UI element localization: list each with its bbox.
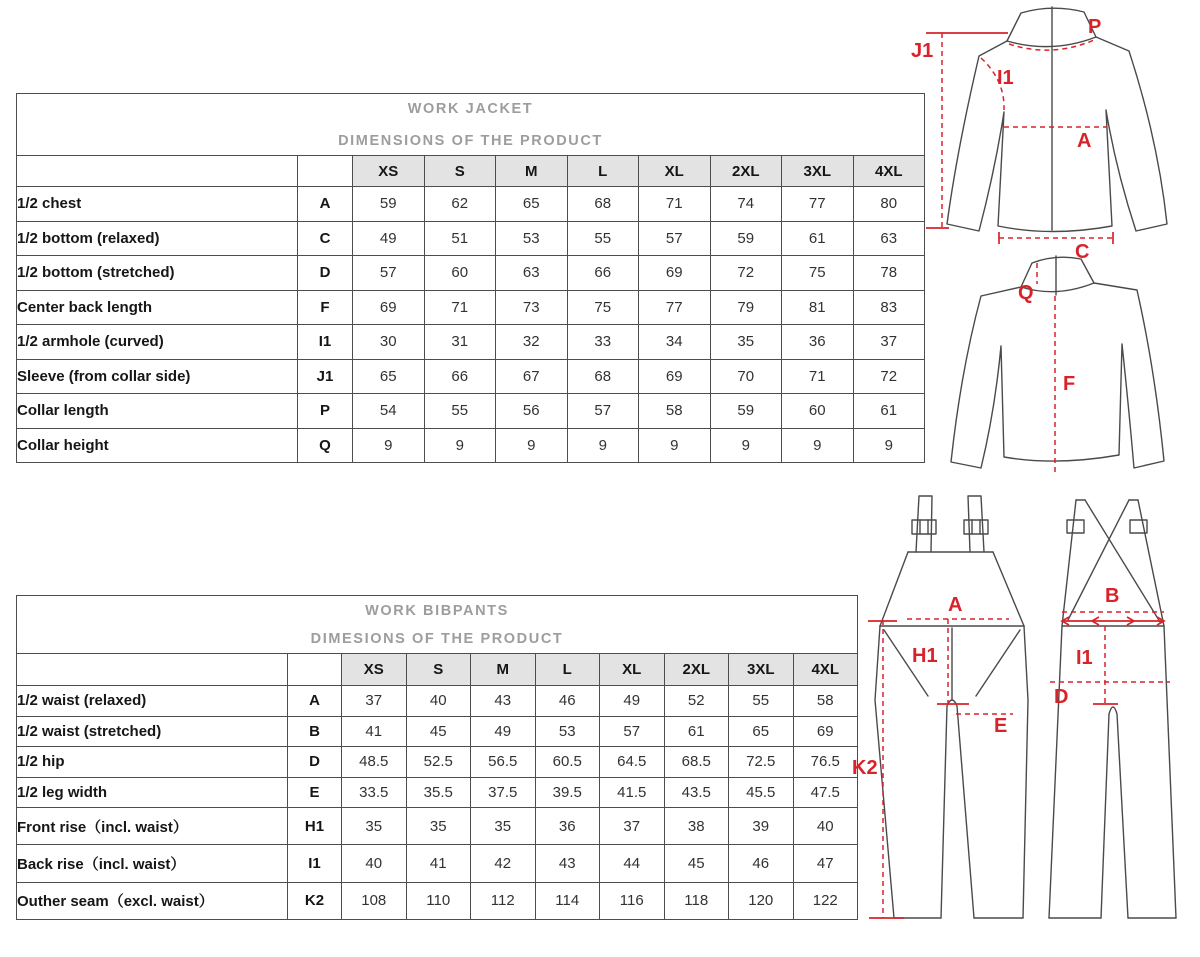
value-cell: 64.5 — [600, 747, 665, 778]
measure-label-b: B — [1105, 585, 1120, 607]
value-cell: 65 — [729, 716, 794, 747]
buckle-right — [964, 520, 988, 534]
value-cell: 69 — [639, 359, 711, 394]
value-cell: 72 — [710, 256, 782, 291]
jacket-size-table — [16, 93, 925, 463]
table-title: WORK BIBPANTS — [365, 603, 509, 619]
bibpants-back-diagram — [1040, 490, 1200, 930]
value-cell: 72.5 — [729, 747, 794, 778]
jacket-front-diagram — [905, 0, 1200, 262]
value-cell: 77 — [782, 187, 854, 222]
measure-label-h1: H1 — [912, 645, 938, 667]
value-cell: 57 — [639, 221, 711, 256]
value-cell: 9 — [782, 428, 854, 463]
measure-label-p: P — [1088, 16, 1102, 38]
value-cell: 70 — [710, 359, 782, 394]
size-header-cell: M — [496, 156, 568, 187]
value-cell: 57 — [353, 256, 425, 291]
row-label-cell: Sleeve (from collar side) — [17, 359, 298, 394]
value-cell: 77 — [639, 290, 711, 325]
value-cell: 65 — [496, 187, 568, 222]
empty-letter-head — [288, 654, 342, 686]
value-cell: 83 — [853, 290, 925, 325]
value-cell: 69 — [793, 716, 858, 747]
row-label-cell: Outher seam（excl. waist） — [17, 882, 288, 919]
value-cell: 37.5 — [471, 777, 536, 808]
value-cell: 55 — [567, 221, 639, 256]
value-cell: 59 — [710, 394, 782, 429]
value-cell: 52.5 — [406, 747, 471, 778]
value-cell: 56.5 — [471, 747, 536, 778]
value-cell: 44 — [600, 845, 665, 882]
value-cell: 31 — [424, 325, 496, 360]
measure-label-j1: J1 — [911, 40, 934, 62]
value-cell: 49 — [600, 686, 665, 717]
value-cell: 9 — [353, 428, 425, 463]
value-cell: 110 — [406, 882, 471, 919]
value-cell: 45 — [406, 716, 471, 747]
value-cell: 59 — [353, 187, 425, 222]
measurement-row — [17, 747, 858, 778]
value-cell: 49 — [471, 716, 536, 747]
value-cell: 47 — [793, 845, 858, 882]
row-letter-cell: K2 — [288, 882, 342, 919]
value-cell: 57 — [567, 394, 639, 429]
value-cell: 32 — [496, 325, 568, 360]
value-cell: 9 — [639, 428, 711, 463]
value-cell: 47.5 — [793, 777, 858, 808]
size-header-cell: 2XL — [710, 156, 782, 187]
row-label-cell: 1/2 hip — [17, 747, 288, 778]
size-header-cell: 3XL — [782, 156, 854, 187]
size-header-cell: XL — [600, 654, 665, 686]
value-cell: 68 — [567, 187, 639, 222]
row-label-cell: 1/2 bottom (stretched) — [17, 256, 298, 291]
value-cell: 60.5 — [535, 747, 600, 778]
value-cell: 66 — [567, 256, 639, 291]
value-cell: 54 — [353, 394, 425, 429]
measure-label-f: F — [1063, 373, 1076, 395]
size-header-cell: 4XL — [793, 654, 858, 686]
size-header-cell: L — [535, 654, 600, 686]
value-cell: 76.5 — [793, 747, 858, 778]
value-cell: 61 — [782, 221, 854, 256]
value-cell: 65 — [353, 359, 425, 394]
value-cell: 60 — [424, 256, 496, 291]
value-cell: 33 — [567, 325, 639, 360]
empty-label-head — [17, 156, 298, 187]
measurement-row — [17, 394, 925, 429]
value-cell: 40 — [342, 845, 407, 882]
row-label-cell: Collar height — [17, 428, 298, 463]
value-cell: 41.5 — [600, 777, 665, 808]
value-cell: 53 — [496, 221, 568, 256]
value-cell: 57 — [600, 716, 665, 747]
value-cell: 30 — [353, 325, 425, 360]
size-header-cell: 2XL — [664, 654, 729, 686]
value-cell: 68 — [567, 359, 639, 394]
measurement-row — [17, 256, 925, 291]
measure-label-i1: I1 — [1076, 647, 1093, 669]
value-cell: 52 — [664, 686, 729, 717]
row-letter-cell: P — [298, 394, 353, 429]
row-letter-cell: A — [298, 187, 353, 222]
value-cell: 81 — [782, 290, 854, 325]
value-cell: 9 — [853, 428, 925, 463]
row-letter-cell: H1 — [288, 808, 342, 845]
value-cell: 58 — [639, 394, 711, 429]
size-header-cell: S — [406, 654, 471, 686]
measure-label-i1: I1 — [997, 67, 1014, 89]
row-label-cell: 1/2 waist (stretched) — [17, 716, 288, 747]
value-cell: 120 — [729, 882, 794, 919]
row-label-cell: Center back length — [17, 290, 298, 325]
value-cell: 34 — [639, 325, 711, 360]
row-letter-cell: C — [298, 221, 353, 256]
value-cell: 42 — [471, 845, 536, 882]
value-cell: 33.5 — [342, 777, 407, 808]
value-cell: 74 — [710, 187, 782, 222]
value-cell: 60 — [782, 394, 854, 429]
value-cell: 71 — [424, 290, 496, 325]
empty-label-head — [17, 654, 288, 686]
value-cell: 45.5 — [729, 777, 794, 808]
value-cell: 36 — [535, 808, 600, 845]
value-cell: 55 — [729, 686, 794, 717]
measure-label-q: Q — [1018, 282, 1034, 304]
row-label-cell: Collar length — [17, 394, 298, 429]
measure-label-c: C — [1075, 241, 1090, 262]
value-cell: 67 — [496, 359, 568, 394]
value-cell: 35.5 — [406, 777, 471, 808]
table-subtitle: DIMESIONS OF THE PRODUCT — [310, 630, 564, 647]
value-cell: 43.5 — [664, 777, 729, 808]
value-cell: 66 — [424, 359, 496, 394]
measure-label-a: A — [948, 594, 963, 616]
value-cell: 69 — [639, 256, 711, 291]
work-bibpants-table — [16, 595, 858, 920]
measurement-row — [17, 777, 858, 808]
row-label-cell: Front rise（incl. waist） — [17, 808, 288, 845]
buckle-left — [912, 520, 936, 534]
value-cell: 40 — [406, 686, 471, 717]
measurement-row — [17, 325, 925, 360]
row-label-cell: 1/2 bottom (relaxed) — [17, 221, 298, 256]
measure-label-k2: K2 — [852, 757, 878, 779]
row-letter-cell: Q — [298, 428, 353, 463]
value-cell: 122 — [793, 882, 858, 919]
size-header-cell: XS — [342, 654, 407, 686]
value-cell: 37 — [600, 808, 665, 845]
value-cell: 9 — [710, 428, 782, 463]
value-cell: 118 — [664, 882, 729, 919]
measurement-row — [17, 882, 858, 919]
value-cell: 75 — [567, 290, 639, 325]
measurement-row — [17, 359, 925, 394]
row-letter-cell: A — [288, 686, 342, 717]
buckle-left — [1067, 520, 1084, 533]
measurement-row — [17, 187, 925, 222]
value-cell: 46 — [729, 845, 794, 882]
value-cell: 73 — [496, 290, 568, 325]
table-subtitle: DIMENSIONS OF THE PRODUCT — [338, 132, 603, 149]
value-cell: 69 — [353, 290, 425, 325]
value-cell: 51 — [424, 221, 496, 256]
row-letter-cell: I1 — [298, 325, 353, 360]
measurement-row — [17, 845, 858, 882]
value-cell: 79 — [710, 290, 782, 325]
row-letter-cell: I1 — [288, 845, 342, 882]
value-cell: 36 — [782, 325, 854, 360]
value-cell: 37 — [853, 325, 925, 360]
measure-label-e: E — [994, 715, 1008, 737]
value-cell: 55 — [424, 394, 496, 429]
value-cell: 72 — [853, 359, 925, 394]
row-label-cell: 1/2 chest — [17, 187, 298, 222]
value-cell: 35 — [342, 808, 407, 845]
value-cell: 39.5 — [535, 777, 600, 808]
value-cell: 58 — [793, 686, 858, 717]
measure-label-a: A — [1077, 130, 1092, 152]
value-cell: 48.5 — [342, 747, 407, 778]
value-cell: 53 — [535, 716, 600, 747]
value-cell: 39 — [729, 808, 794, 845]
value-cell: 40 — [793, 808, 858, 845]
size-header-cell: M — [471, 654, 536, 686]
measurement-row — [17, 808, 858, 845]
value-cell: 35 — [710, 325, 782, 360]
measurement-row — [17, 290, 925, 325]
value-cell: 9 — [567, 428, 639, 463]
row-letter-cell: B — [288, 716, 342, 747]
measure-label-d: D — [1054, 686, 1069, 708]
row-letter-cell: D — [298, 256, 353, 291]
value-cell: 71 — [639, 187, 711, 222]
size-header-cell: 4XL — [853, 156, 925, 187]
value-cell: 71 — [782, 359, 854, 394]
value-cell: 46 — [535, 686, 600, 717]
empty-letter-head — [298, 156, 353, 187]
value-cell: 45 — [664, 845, 729, 882]
value-cell: 59 — [710, 221, 782, 256]
value-cell: 41 — [342, 716, 407, 747]
bibpants-size-table — [16, 595, 858, 920]
row-letter-cell: E — [288, 777, 342, 808]
measurement-row — [17, 428, 925, 463]
value-cell: 43 — [535, 845, 600, 882]
value-cell: 56 — [496, 394, 568, 429]
jacket-back-body — [951, 283, 1164, 468]
value-cell: 116 — [600, 882, 665, 919]
value-cell: 68.5 — [664, 747, 729, 778]
value-cell: 38 — [664, 808, 729, 845]
row-letter-cell: F — [298, 290, 353, 325]
size-header-cell: S — [424, 156, 496, 187]
value-cell: 78 — [853, 256, 925, 291]
measurement-row — [17, 716, 858, 747]
value-cell: 35 — [406, 808, 471, 845]
row-label-cell: 1/2 leg width — [17, 777, 288, 808]
value-cell: 63 — [853, 221, 925, 256]
size-header-cell: L — [567, 156, 639, 187]
value-cell: 37 — [342, 686, 407, 717]
value-cell: 9 — [496, 428, 568, 463]
value-cell: 61 — [664, 716, 729, 747]
value-cell: 75 — [782, 256, 854, 291]
value-cell: 114 — [535, 882, 600, 919]
value-cell: 35 — [471, 808, 536, 845]
value-cell: 49 — [353, 221, 425, 256]
row-letter-cell: J1 — [298, 359, 353, 394]
size-header-cell: 3XL — [729, 654, 794, 686]
row-label-cell: 1/2 waist (relaxed) — [17, 686, 288, 717]
row-label-cell: Back rise（incl. waist） — [17, 845, 288, 882]
value-cell: 41 — [406, 845, 471, 882]
size-header-cell: XS — [353, 156, 425, 187]
row-label-cell: 1/2 armhole (curved) — [17, 325, 298, 360]
bibpants-front-diagram — [848, 490, 1065, 930]
value-cell: 62 — [424, 187, 496, 222]
value-cell: 63 — [496, 256, 568, 291]
jacket-back-diagram — [925, 250, 1195, 490]
value-cell: 61 — [853, 394, 925, 429]
jacket-front-body — [947, 37, 1167, 232]
value-cell: 108 — [342, 882, 407, 919]
measurement-row — [17, 221, 925, 256]
value-cell: 43 — [471, 686, 536, 717]
work-jacket-table — [16, 93, 925, 463]
value-cell: 112 — [471, 882, 536, 919]
value-cell: 9 — [424, 428, 496, 463]
size-header-cell: XL — [639, 156, 711, 187]
value-cell: 80 — [853, 187, 925, 222]
measurement-row — [17, 686, 858, 717]
table-title: WORK JACKET — [407, 101, 534, 117]
row-letter-cell: D — [288, 747, 342, 778]
